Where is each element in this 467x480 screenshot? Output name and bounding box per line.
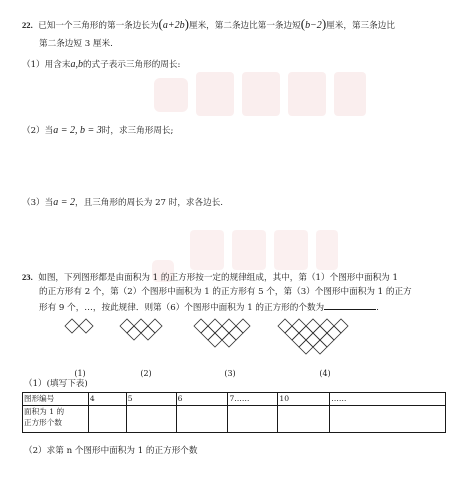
table-cell: 4 [88,393,126,406]
q23-part2: （2）求第 n 个图形中面积为 1 的正方形个数 [24,446,198,456]
answer-table [22,392,446,433]
q23-line3 [39,300,379,315]
q23-line1-text: 如图，下列图形都是由面积为 1 的正方形按一定的规律组成，其中，第（1）个图形中面积为 1 [38,273,398,283]
figure-label-2: (2) [140,369,152,378]
table-header-cell [23,406,89,433]
figure-3 [192,318,268,366]
q22-stem-part1: 已知一个三角形的第一条边长为 [38,21,159,31]
figure-1 [60,318,100,348]
table-cell: 10 [278,393,330,406]
table-cell: 7…… [228,393,278,406]
q22-part3-tail: ，且三角形的周长为 27 时，求各边长. [75,198,224,208]
figure-label-1: (1) [74,369,86,378]
q22-stem-line1: 22. 已知一个三角形的第一条边长为(a+2b)厘米，第二条边比第一条边短(b−2)厘米，第三条边比 [22,16,395,31]
q22-stem-line2: 第二条边短 3 厘米. [39,39,113,49]
q22-part3-cond: a = 2 [53,197,75,208]
figure-label-3: (3) [224,369,236,378]
q22-part2-pre: （2）当 [22,126,54,136]
figure-2 [118,318,174,358]
answer-blank[interactable] [324,300,376,310]
q23-line2: 的正方形有 2 个，第（2）个图形中面积为 1 的正方形有 5 个，第（3）个图形中面积为 1 的正方 [39,287,412,297]
table-cell: 5 [126,393,176,406]
q22-part3 [22,196,223,210]
q22-part1 [22,58,180,72]
table-row-label-b: 正方形个数 [24,418,62,427]
answer-cell[interactable] [176,406,228,433]
q22-expr2: b−2 [305,20,322,31]
table-cell: …… [330,393,446,406]
q23-number: 23. [22,272,33,282]
q22-number: 22. [22,20,33,30]
q22-stem-part2: 厘米，第二条边比第一条边短 [188,21,301,31]
q23-part1: （1）(填写下表) [24,379,88,389]
figure-label-4: (4) [319,369,331,378]
answer-cell[interactable] [330,406,446,433]
answer-cell[interactable] [126,406,176,433]
q22-stem-part3: 厘米，第三条边比 [326,21,395,31]
q23-line3-text: 形有 9 个，…，按此规律．则第（6）个图形中面积为 1 的正方形的个数为 [39,303,325,313]
q23-line3-end: . [376,303,379,313]
table-cell: 6 [176,393,228,406]
table-header-cell: 图形编号 [23,393,89,406]
q22-part2-cond: a = 2, b = 3 [53,125,102,136]
table-row-label-a: 面积为 1 的 [24,407,65,416]
table-row [23,406,446,433]
q22-part1-text: （1）用含末 [22,60,71,70]
q22-part2 [22,124,173,138]
answer-cell[interactable] [88,406,126,433]
answer-cell[interactable] [278,406,330,433]
q22-part1-vars: a,b [70,59,83,70]
q23-line1 [22,271,398,285]
q22-expr1: a+2b [162,20,185,31]
q22-part3-pre: （3）当 [22,198,54,208]
answer-cell[interactable] [228,406,278,433]
table-row [23,393,446,406]
watermark-logo [150,50,370,140]
q22-part2-tail: 时，求三角形周长; [101,126,174,136]
figure-4 [276,318,376,370]
q22-part1-tail: 的式子表示三角形的周长: [82,60,181,70]
